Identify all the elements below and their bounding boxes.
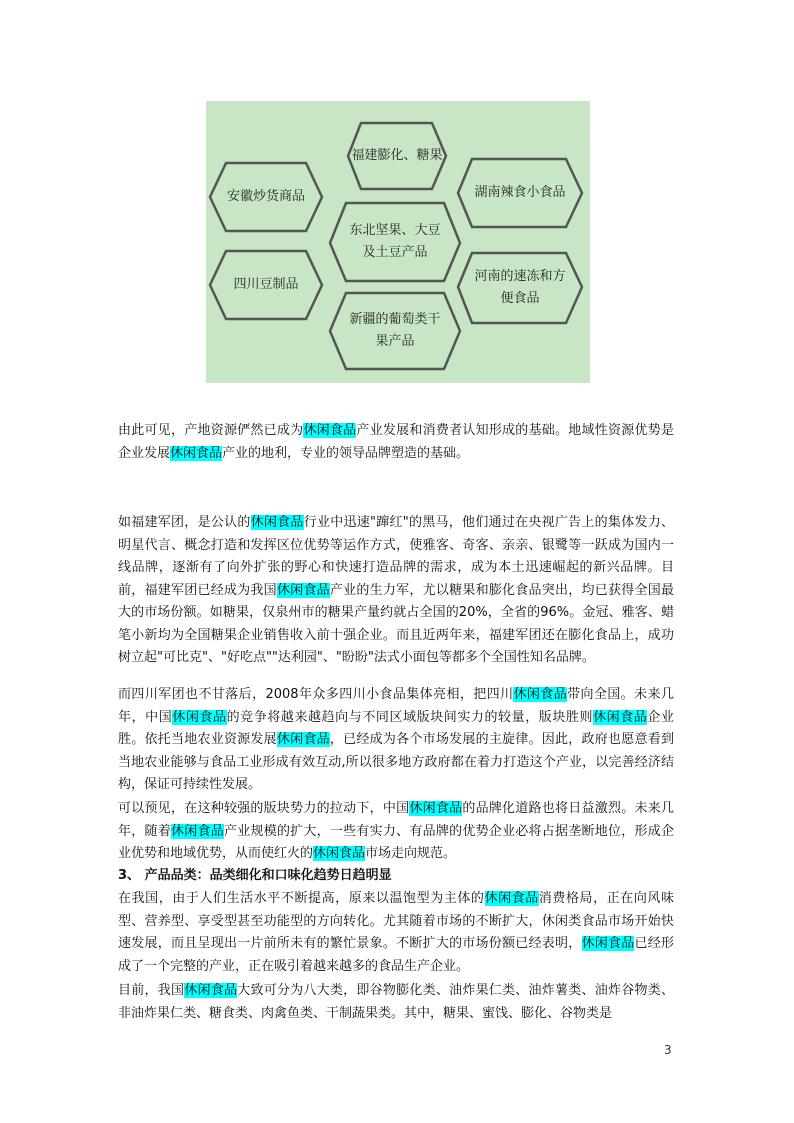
highlighted-term: 休闲食品 — [170, 823, 224, 839]
text-run: 消费格局，正在向风味型、营养型、享受型甚至功能型的方向转化。尤其随着市场的不断扩大，休闲类食品市场开始快速发展，而且呈现出一片前所未有的繁忙景象。不断扩大的市场份额已经表明， — [118, 891, 674, 951]
paragraph — [118, 512, 674, 670]
paragraph — [118, 420, 674, 465]
text-run: 企业胜。依托当地农业资源发展 — [118, 709, 674, 747]
paragraph — [118, 888, 674, 978]
paragraph — [118, 684, 674, 797]
text-run: 而四川军团也不甘落后，2008年众多四川小食品集体亮相，把四川 — [118, 687, 514, 702]
text-run: 的竞争将越来越趋向与不同区域版块间实力的较量，版块胜则 — [226, 709, 594, 725]
section-heading: 3、 产品品类：品类细化和口味化趋势日趋明显 — [118, 868, 392, 883]
highlighted-term: 休闲食品 — [593, 709, 648, 725]
hexagon-label-fujian: 福建膨化、糖果 — [351, 148, 443, 163]
text-run: 大致可分为八大类，即谷物膨化类、油炸果仁类、油炸薯类、油炸谷物类、非油炸果仁类、糖食类、肉禽鱼类、干制蔬果类。其中，糖果、蜜饯、膨化、谷物类是 — [118, 983, 674, 1021]
highlighted-term: 休闲食品 — [313, 846, 366, 861]
text-run: 已经形成了一个完整的产业，正在吸引着越来越多的食品生产企业。 — [118, 936, 674, 974]
highlighted-term: 休闲食品 — [303, 423, 357, 438]
text-run: 产业的生力军，尤以糖果和膨化食品突出，均已获得全国最大的市场份额。如糖果，仅泉州市的糖果产量约就占全国的20%，全省的96%。金冠、雅客、蜡笔小新均为全国糖果企业销售收入前十强企业。而且近两年来，福建军团还在膨化食品上，成功树立起"可比克"、"好吃点""达利园"、"盼盼"法式小面包等都多个全国性知名品牌。 — [118, 582, 674, 665]
highlighted-term: 休闲食品 — [184, 983, 238, 998]
highlighted-term: 休闲食品 — [513, 687, 568, 702]
text-run: 在我国，由于人们生活水平不断提高，原来以温饱型为主体的 — [118, 891, 485, 906]
text-run: 目前，我国 — [118, 983, 185, 998]
text-run: ，已经成为各个市场发展的主旋律。因此，政府也愿意看到当地农业能够与食品工业形成有效互动,所以很多地方政府都在着力打造这个产业，以完善经济结构，保证可持续性发展。 — [118, 732, 674, 792]
highlighted-term: 休闲食品 — [276, 582, 330, 598]
paragraph — [118, 798, 674, 866]
hexagon-label-dongbei: 东北坚果、大豆 及土豆产品 — [349, 223, 441, 260]
highlighted-term: 休闲食品 — [250, 515, 304, 530]
hexagon-figure — [206, 101, 590, 383]
highlighted-term: 休闲食品 — [172, 709, 227, 725]
hexagon-label-xinjiang: 新疆的葡萄类干 果产品 — [349, 312, 441, 349]
text-run: 产业规模的扩大，一些有实力、有品牌的优势企业必将占据垄断地位，形成企业优势和地域优势，从而使红火的 — [118, 823, 674, 861]
text-run: 可以预见，在这种较强的版块势力的拉动下，中国 — [118, 801, 410, 816]
page-number: 3 — [664, 1043, 672, 1057]
highlighted-term: 休闲食品 — [276, 732, 330, 747]
highlighted-term: 休闲食品 — [409, 801, 463, 816]
text-run: 如福建军团，是公认的 — [118, 515, 251, 530]
highlighted-term: 休闲食品 — [581, 936, 635, 951]
text-run: 产业的地利，专业的领导品牌塑造的基础。 — [222, 445, 470, 461]
text-run: 带向全国。未来几年，中国 — [118, 687, 674, 725]
hexagon-label-anhui: 安徽炒货商品 — [226, 189, 305, 204]
text-run: 的品牌化道路也将日益激烈。未来几年，随着 — [118, 801, 674, 839]
paragraph — [118, 980, 674, 1025]
text-run: 市场走向规范。 — [365, 846, 457, 861]
hexagon-label-sichuan: 四川豆制品 — [233, 277, 299, 292]
highlighted-term: 休闲食品 — [484, 891, 539, 906]
text-run: 行业中迅速"蹿红"的黑马，他们通过在央视广告上的集体发力、明星代言、概念打造和发挥区位优势等运作方式，使雅客、奇客、亲亲、银鹭等一跃成为国内一线品牌，逐渐有了向外扩张的野心和快速打造品牌的需求，成为本土迅速崛起的新兴品牌。目前，福建军团已经成为我国 — [118, 515, 674, 598]
highlighted-term: 休闲食品 — [170, 445, 223, 461]
text-run: 由此可见，产地资源俨然已成为 — [118, 423, 304, 438]
text-run: 产业发展和消费者认知形成的基础。地域性资源优势是企业发展 — [118, 423, 674, 461]
hexagon-label-henan: 河南的速冻和方 便食品 — [474, 269, 566, 306]
hexagon-label-hunan: 湖南辣食小食品 — [474, 185, 566, 200]
